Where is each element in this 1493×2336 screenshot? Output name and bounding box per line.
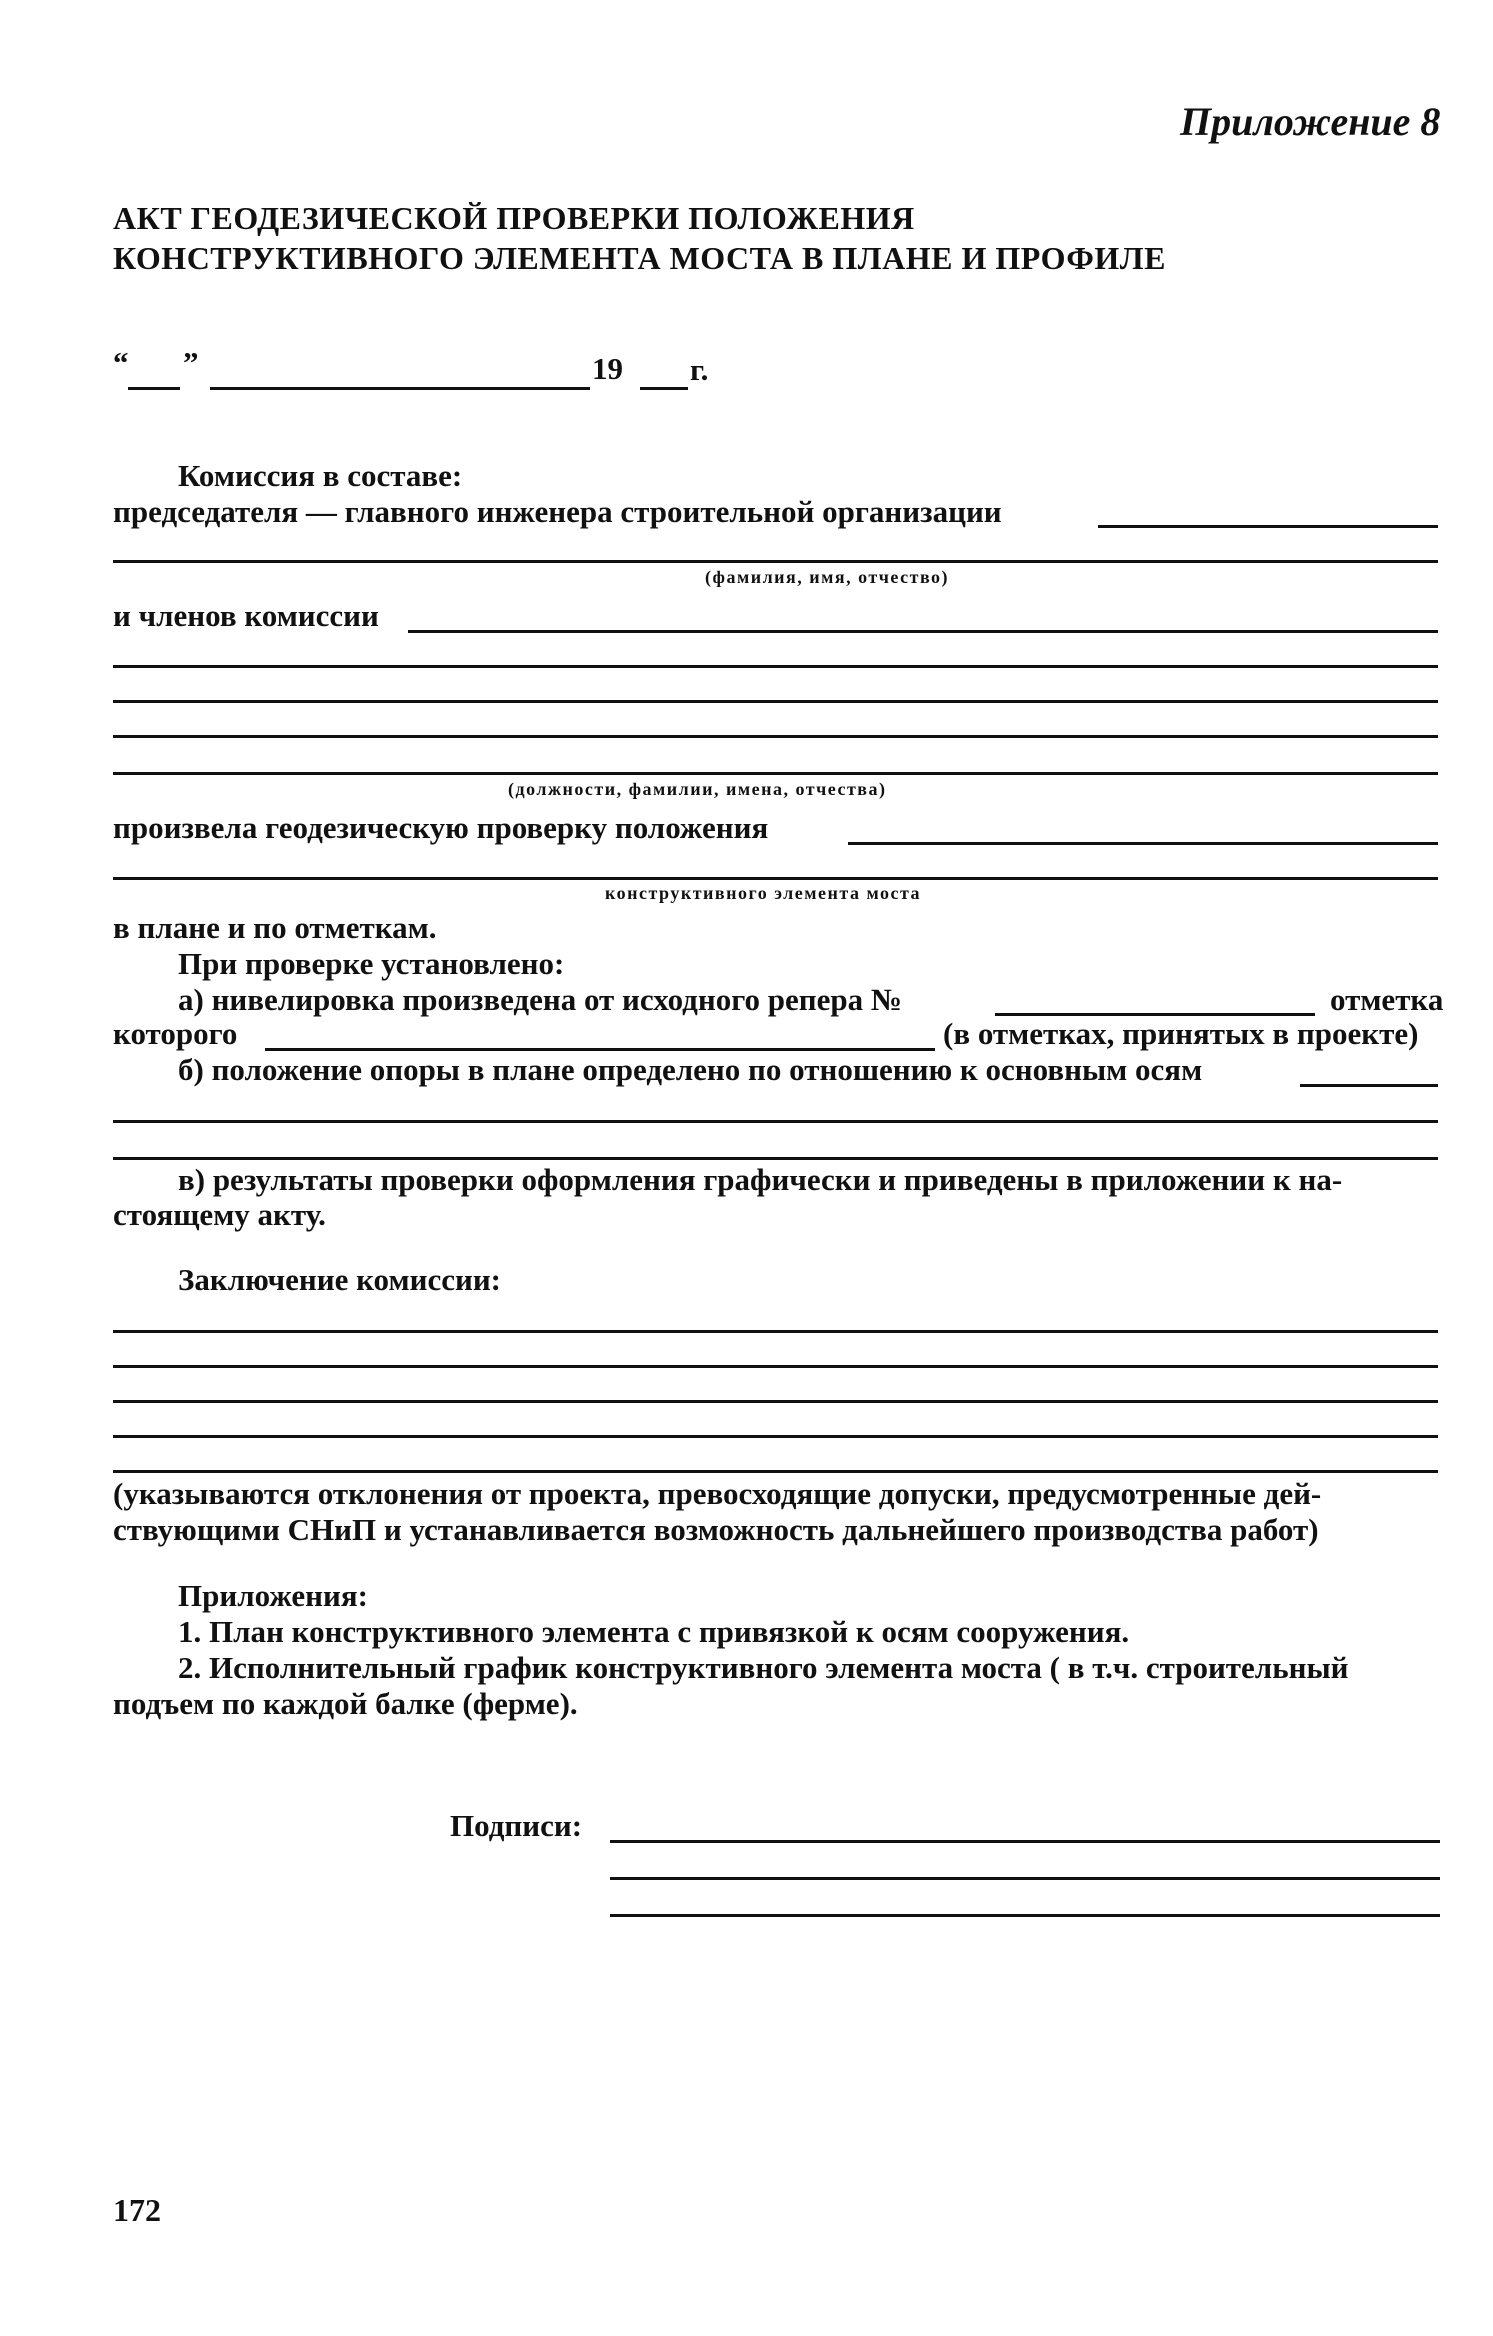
members-caption: (должности, фамилии, имена, отчества) [508,779,887,799]
chairman-label: председателя — главного инженера строительной организации [113,494,1002,529]
inspection-label: произвела геодезическую проверку положения [113,810,769,845]
benchmark-elevation-field[interactable] [265,1048,935,1051]
attachment-item-1: 1. План конструктивного элемента с привязкой к осям сооружения. [178,1614,1130,1649]
finding-a-note: (в отметках, принятых в проекте) [943,1016,1419,1051]
signature-field-1[interactable] [610,1840,1440,1843]
finding-c-line-1: в) результаты проверки оформления графически и приведены в приложении к на- [178,1162,1343,1197]
finding-b-text: б) положение опоры в плане определено по отношению к основным осям [178,1052,1203,1087]
chairman-caption: (фамилия, имя, отчество) [705,567,950,587]
chairman-name-field-continuation[interactable] [113,560,1438,563]
members-field-1[interactable] [408,630,1438,633]
attachment-item-2-line-1: 2. Исполнительный график конструктивного элемента моста ( в т.ч. строительный [178,1650,1349,1685]
document-title-line-1: АКТ ГЕОДЕЗИЧЕСКОЙ ПРОВЕРКИ ПОЛОЖЕНИЯ [113,200,915,236]
date-open-quote: “ [113,345,129,380]
element-field-continuation[interactable] [113,877,1438,880]
commission-heading: Комиссия в составе: [178,458,463,493]
attachment-item-2-line-2: подъем по каждой балке (ферме). [113,1686,578,1721]
signature-field-2[interactable] [610,1877,1440,1880]
finding-a-mark-label: отметка [1330,982,1444,1017]
signature-field-3[interactable] [610,1914,1440,1917]
members-field-4[interactable] [113,735,1438,738]
conclusion-note-line-2: ствующими СНиП и устанавливается возможность дальнейшего производства работ) [113,1512,1319,1547]
date-year-prefix: 19 [592,351,623,386]
plan-text: в плане и по отметкам. [113,910,437,945]
conclusion-field-3[interactable] [113,1400,1438,1403]
conclusion-field-2[interactable] [113,1365,1438,1368]
conclusion-heading: Заключение комиссии: [178,1262,502,1297]
document-title-line-2: КОНСТРУКТИВНОГО ЭЛЕМЕНТА МОСТА В ПЛАНЕ И ПРОФИЛЕ [113,240,1166,276]
appendix-label: Приложение 8 [1180,99,1441,144]
date-year-field[interactable] [640,387,688,390]
finding-a-which-label: которого [113,1016,238,1051]
conclusion-note-line-1: (указываются отклонения от проекта, превосходящие допуски, предусмотренные дей- [113,1476,1322,1511]
members-field-3[interactable] [113,700,1438,703]
conclusion-field-1[interactable] [113,1330,1438,1333]
page-number: 172 [113,2192,161,2228]
finding-c-line-2: стоящему акту. [113,1197,326,1232]
finding-a-text: а) нивелировка произведена от исходного репера № [178,982,903,1017]
date-close-quote: ” [183,345,199,380]
members-label: и членов комиссии [113,598,379,633]
chairman-name-field[interactable] [1098,525,1438,528]
date-year-suffix: г. [690,352,709,387]
element-caption: конструктивного элемента моста [605,883,922,903]
date-month-field[interactable] [210,387,590,390]
conclusion-field-5[interactable] [113,1470,1438,1473]
element-field[interactable] [848,842,1438,845]
axes-position-field-2[interactable] [113,1120,1438,1123]
axes-position-field-3[interactable] [113,1157,1438,1160]
conclusion-field-4[interactable] [113,1435,1438,1438]
members-field-5[interactable] [113,772,1438,775]
axes-position-field[interactable] [1300,1084,1438,1087]
signatures-label: Подписи: [450,1808,583,1843]
attachments-heading: Приложения: [178,1578,368,1613]
findings-heading: При проверке установлено: [178,946,565,981]
members-field-2[interactable] [113,665,1438,668]
date-day-field[interactable] [128,387,180,390]
